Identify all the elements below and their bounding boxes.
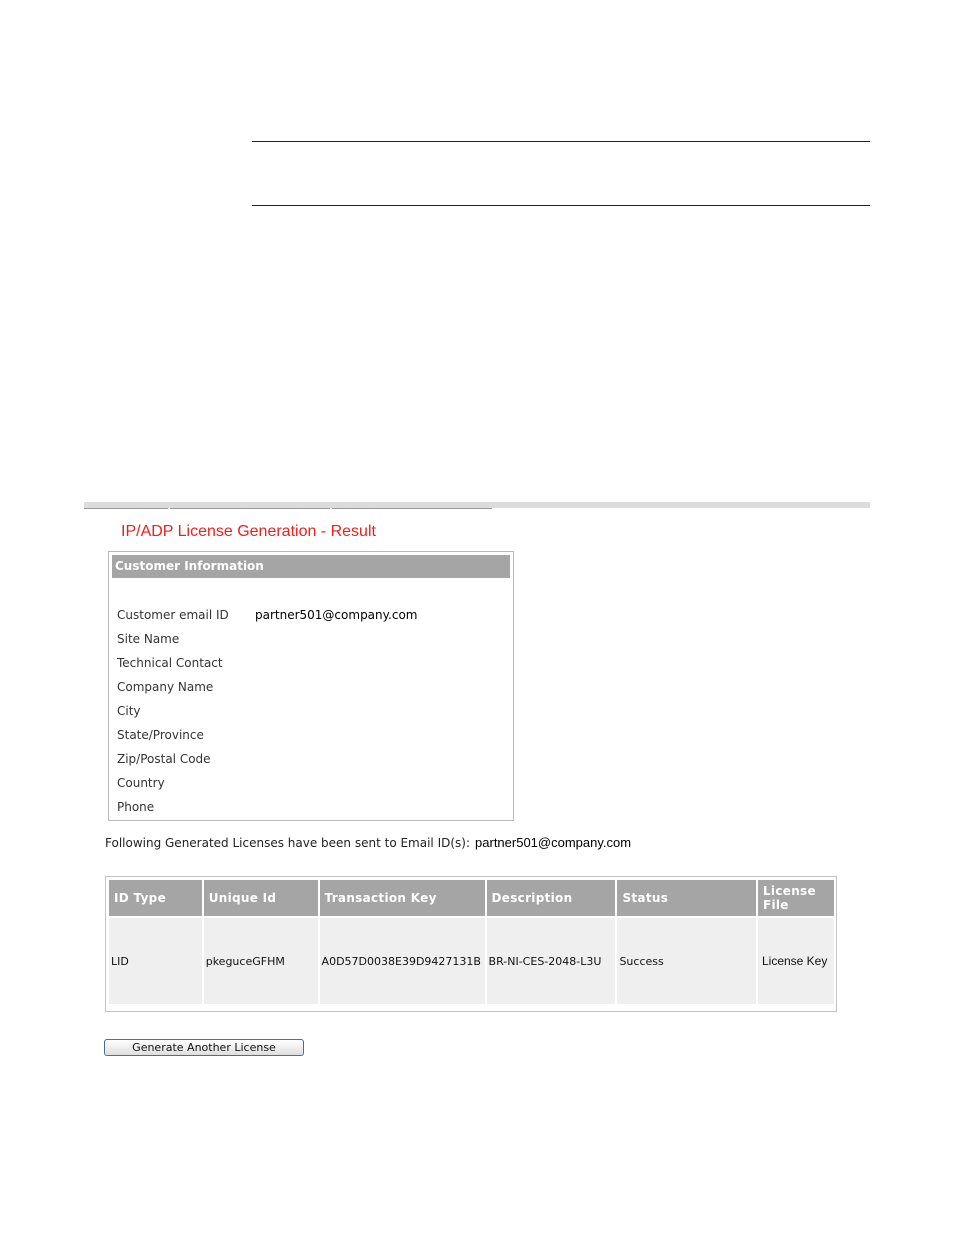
field-label: Customer email ID (117, 608, 229, 622)
field-label: Phone (117, 800, 155, 814)
field-label: Technical Contact (117, 656, 223, 670)
license-key-link[interactable]: License Key (758, 918, 834, 1004)
field-value: partner501@company.com (255, 608, 418, 622)
licenses-table-container (105, 876, 837, 1012)
field-label: Company Name (117, 680, 214, 694)
tab-underline-2 (170, 508, 330, 509)
field-label: Zip/Postal Code (117, 752, 211, 766)
document-rule-bottom (252, 205, 870, 206)
column-header-status: Status (617, 880, 756, 916)
generate-another-license-button[interactable]: Generate Another License (104, 1039, 304, 1056)
sent-notice-email: partner501@company.com (475, 835, 632, 850)
cell-description: BR-NI-CES-2048-L3U (487, 918, 616, 1004)
tab-bar (84, 502, 870, 508)
cell-transaction-key: A0D57D0038E39D9427131B (320, 918, 485, 1004)
cell-unique-id: pkeguceGFHM (204, 918, 318, 1004)
license-result-screenshot (84, 502, 870, 1062)
column-header-id-type: ID Type (109, 880, 202, 916)
column-header-description: Description (487, 880, 616, 916)
field-label: Site Name (117, 632, 180, 646)
field-label: City (117, 704, 141, 718)
customer-info-panel (108, 551, 514, 821)
table-row (109, 918, 834, 1004)
field-label: Country (117, 776, 165, 790)
column-header-transaction-key: Transaction Key (320, 880, 485, 916)
licenses-table (107, 878, 836, 1006)
field-label: State/Province (117, 728, 204, 742)
customer-info-heading: Customer Information (112, 555, 510, 578)
cell-status: Success (617, 918, 756, 1004)
column-header-license-file: License File (758, 880, 834, 916)
tab-underline-3 (332, 508, 492, 509)
column-header-unique-id: Unique Id (204, 880, 318, 916)
page-title: IP/ADP License Generation - Result (121, 523, 376, 540)
table-header-row (109, 880, 834, 916)
sent-notice-text: Following Generated Licenses have been sent to Email ID(s): (105, 836, 471, 850)
cell-id-type: LID (109, 918, 202, 1004)
sent-notice (105, 835, 631, 850)
tab-underline-1 (84, 508, 168, 509)
document-rule-top (252, 141, 870, 142)
